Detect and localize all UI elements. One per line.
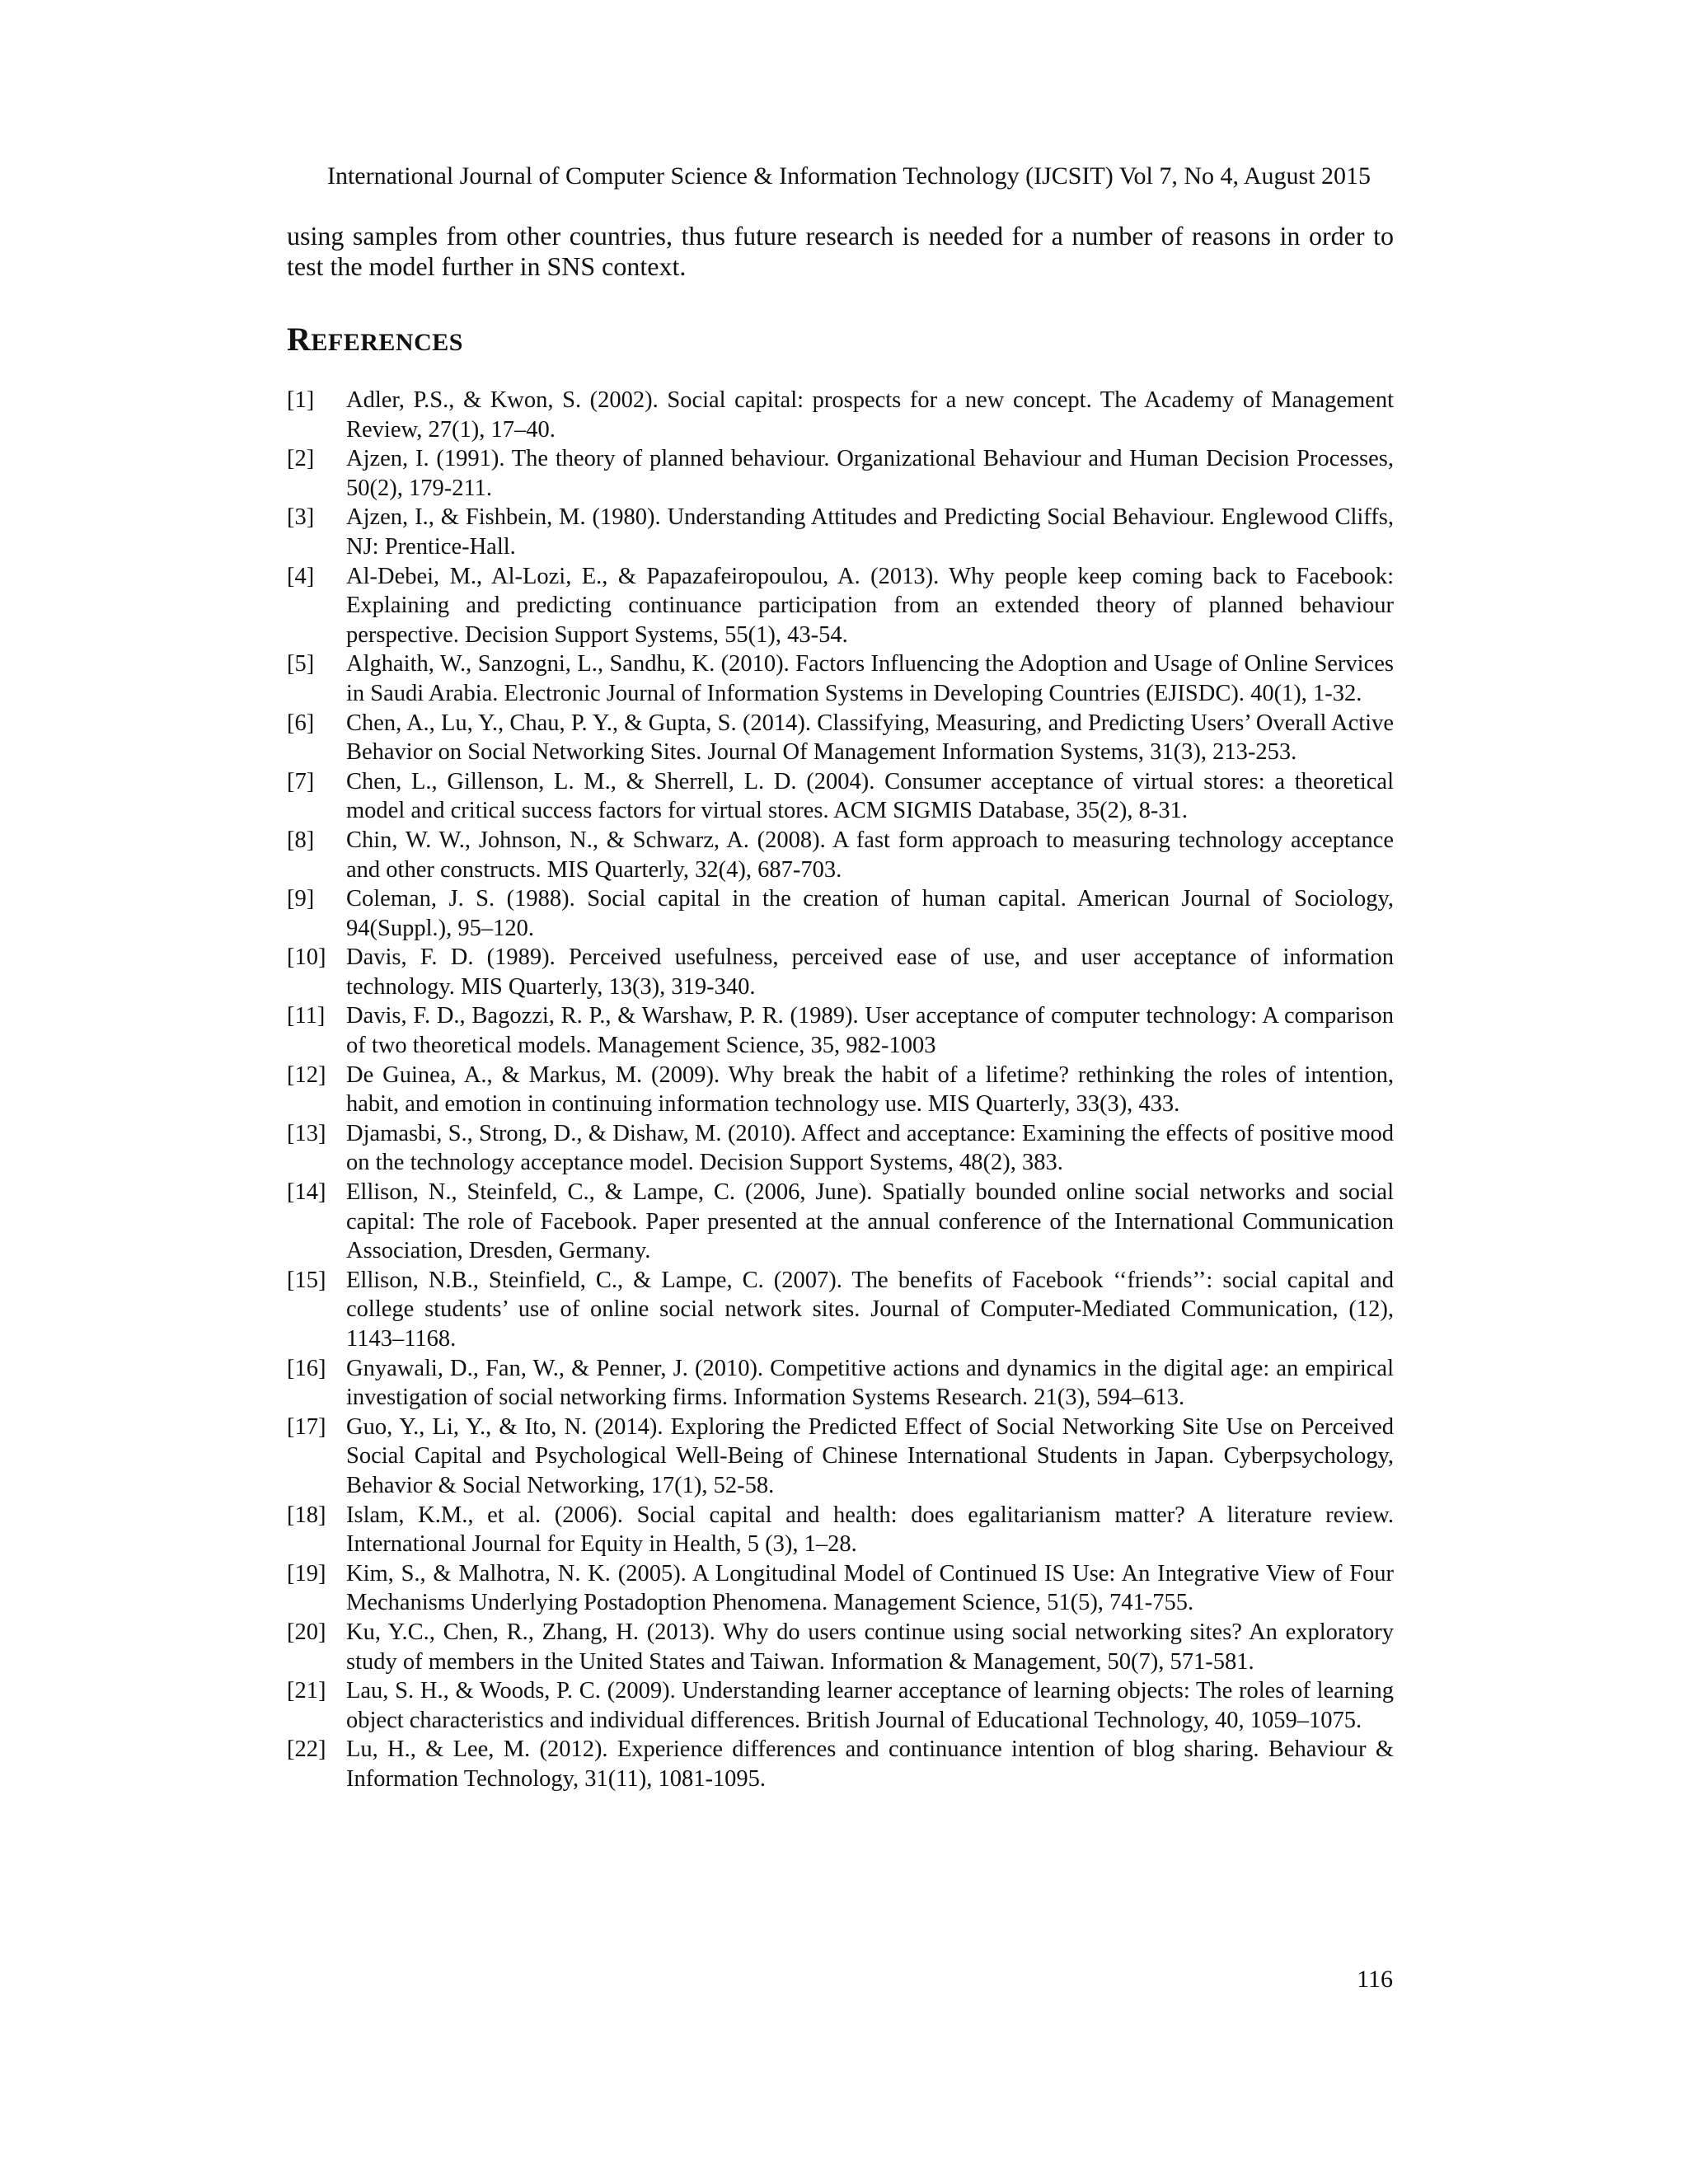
reference-item [287, 826, 1394, 884]
reference-text: Lu, H., & Lee, M. (2012). Experience differences and continuance intention of blog sharing. Behaviour & Information Technology, 31(11), 1081-1095. [346, 1736, 1394, 1792]
intro-paragraph: using samples from other countries, thus future research is needed for a number of reasons in order to test the model further in SNS context. [287, 221, 1394, 281]
reference-text: Chen, A., Lu, Y., Chau, P. Y., & Gupta, S. (2014). Classifying, Measuring, and Predicting Users’ Overall Active Behavior on Social Networking Sites. Journal Of Management Information Systems, 31(3), 213-253. [346, 710, 1394, 766]
reference-number: [21] [287, 1678, 326, 1704]
reference-number: [11] [287, 1003, 326, 1029]
reference-number: [16] [287, 1355, 326, 1381]
reference-number: [9] [287, 886, 315, 912]
reference-item [287, 1061, 1394, 1119]
reference-number: [14] [287, 1179, 326, 1206]
reference-item [287, 649, 1394, 708]
reference-text: Ellison, N., Steinfeld, C., & Lampe, C. (2006, June). Spatially bounded online social networks and social capital: The role of Facebook. Paper presented at the annual conference of the International Communication Association, Dresden, Germany. [346, 1179, 1394, 1264]
reference-number: [22] [287, 1736, 326, 1763]
reference-text: Alghaith, W., Sanzogni, L., Sandhu, K. (2010). Factors Influencing the Adoption and Usage of Online Services in Saudi Arabia. Electronic Journal of Information Systems in Developing Countries (EJISDC). 40(1), 1-32. [346, 651, 1394, 706]
reference-number: [7] [287, 768, 315, 794]
reference-text: Davis, F. D. (1989). Perceived usefulness, perceived ease of use, and user acceptance of information technology. MIS Quarterly, 13(3), 319-340. [346, 944, 1394, 1000]
reference-text: Chin, W. W., Johnson, N., & Schwarz, A. (2008). A fast form approach to measuring technology acceptance and other constructs. MIS Quarterly, 32(4), 687-703. [346, 827, 1394, 883]
reference-item [287, 1735, 1394, 1793]
reference-number: [2] [287, 446, 315, 472]
reference-number: [1] [287, 387, 315, 413]
reference-item [287, 943, 1394, 1001]
reference-text: Davis, F. D., Bagozzi, R. P., & Warshaw, P. R. (1989). User acceptance of computer technology: A comparison of two theoretical models. Management Science, 35, 982-1003 [346, 1003, 1394, 1059]
reference-text: Lau, S. H., & Woods, P. C. (2009). Understanding learner acceptance of learning objects: The roles of learning object characteristics and individual differences. British Journal of Educational Technology, 40, 1059–1075. [346, 1678, 1394, 1733]
reference-text: Djamasbi, S., Strong, D., & Dishaw, M. (2010). Affect and acceptance: Examining the effects of positive mood on the technology acceptance model. Decision Support Systems, 48(2), 383. [346, 1120, 1394, 1176]
reference-number: [15] [287, 1267, 326, 1293]
reference-text: Ellison, N.B., Steinfield, C., & Lampe, C. (2007). The benefits of Facebook ‘‘friends’’: social capital and college students’ use of online social network sites. Journal of Computer-Mediated Communication, (12), 1143–1168. [346, 1267, 1394, 1352]
reference-item [287, 1618, 1394, 1676]
reference-item [287, 1354, 1394, 1413]
reference-number: [10] [287, 944, 326, 971]
reference-number: [20] [287, 1619, 326, 1645]
references-heading [287, 321, 463, 361]
running-header: International Journal of Computer Science & Information Technology (IJCSIT) Vol 7, No 4, August 2015 [326, 162, 1372, 190]
reference-item [287, 1178, 1394, 1266]
reference-text: Al-Debei, M., Al-Lozi, E., & Papazafeiropoulou, A. (2013). Why people keep coming back to Facebook: Explaining and predicting continuance participation from an extended theory of planned behaviour perspective. Decision Support Systems, 55(1), 43-54. [346, 563, 1394, 648]
reference-item [287, 1266, 1394, 1354]
reference-item [287, 1413, 1394, 1501]
reference-item [287, 562, 1394, 650]
reference-number: [19] [287, 1560, 326, 1586]
reference-item [287, 709, 1394, 767]
reference-number: [3] [287, 504, 315, 531]
reference-text: Adler, P.S., & Kwon, S. (2002). Social capital: prospects for a new concept. The Academy of Management Review, 27(1), 17–40. [346, 387, 1394, 443]
reference-number: [5] [287, 651, 315, 677]
reference-number: [18] [287, 1502, 326, 1528]
reference-item [287, 386, 1394, 444]
reference-text: Ajzen, I. (1991). The theory of planned behaviour. Organizational Behaviour and Human Decision Processes, 50(2), 179-211. [346, 446, 1394, 501]
reference-item [287, 503, 1394, 561]
reference-text: Islam, K.M., et al. (2006). Social capital and health: does egalitarianism matter? A literature review. International Journal for Equity in Health, 5 (3), 1–28. [346, 1502, 1394, 1558]
reference-item [287, 767, 1394, 826]
heading-first-letter: R [287, 321, 312, 358]
reference-number: [4] [287, 563, 315, 589]
reference-item [287, 1119, 1394, 1178]
reference-text: Kim, S., & Malhotra, N. K. (2005). A Longitudinal Model of Continued IS Use: An Integrative View of Four Mechanisms Underlying Postadoption Phenomena. Management Science, 51(5), 741-755. [346, 1560, 1394, 1616]
heading-rest: EFERENCES [311, 329, 463, 356]
reference-number: [17] [287, 1413, 326, 1440]
reference-text: Gnyawali, D., Fan, W., & Penner, J. (2010). Competitive actions and dynamics in the digital age: an empirical investigation of social networking firms. Information Systems Research. 21(3), 594–613. [346, 1355, 1394, 1411]
reference-number: [12] [287, 1062, 326, 1088]
reference-text: Chen, L., Gillenson, L. M., & Sherrell, L. D. (2004). Consumer acceptance of virtual stores: a theoretical model and critical success factors for virtual stores. ACM SIGMIS Database, 35(2), 8-31. [346, 768, 1394, 824]
reference-item [287, 1676, 1394, 1735]
reference-item [287, 444, 1394, 503]
reference-item [287, 884, 1394, 943]
reference-text: Ku, Y.C., Chen, R., Zhang, H. (2013). Why do users continue using social networking sites? An exploratory study of members in the United States and Taiwan. Information & Management, 50(7), 571-581. [346, 1619, 1394, 1675]
reference-text: De Guinea, A., & Markus, M. (2009). Why break the habit of a lifetime? rethinking the roles of intention, habit, and emotion in continuing information technology use. MIS Quarterly, 33(3), 433. [346, 1062, 1394, 1118]
reference-item [287, 1001, 1394, 1060]
reference-list [287, 386, 1394, 1794]
reference-text: Coleman, J. S. (1988). Social capital in the creation of human capital. American Journal of Sociology, 94(Suppl.), 95–120. [346, 886, 1394, 941]
reference-text: Ajzen, I., & Fishbein, M. (1980). Understanding Attitudes and Predicting Social Behaviour. Englewood Cliffs, NJ: Prentice-Hall. [346, 504, 1394, 560]
reference-item [287, 1559, 1394, 1618]
reference-number: [6] [287, 710, 315, 736]
reference-number: [13] [287, 1120, 326, 1146]
reference-text: Guo, Y., Li, Y., & Ito, N. (2014). Exploring the Predicted Effect of Social Networking Site Use on Perceived Social Capital and Psychological Well-Being of Chinese International Students in Japan. Cyberpsychology, Behavior & Social Networking, 17(1), 52-58. [346, 1413, 1394, 1498]
reference-number: [8] [287, 827, 315, 853]
page-number: 116 [1357, 1966, 1393, 1993]
reference-item [287, 1501, 1394, 1559]
